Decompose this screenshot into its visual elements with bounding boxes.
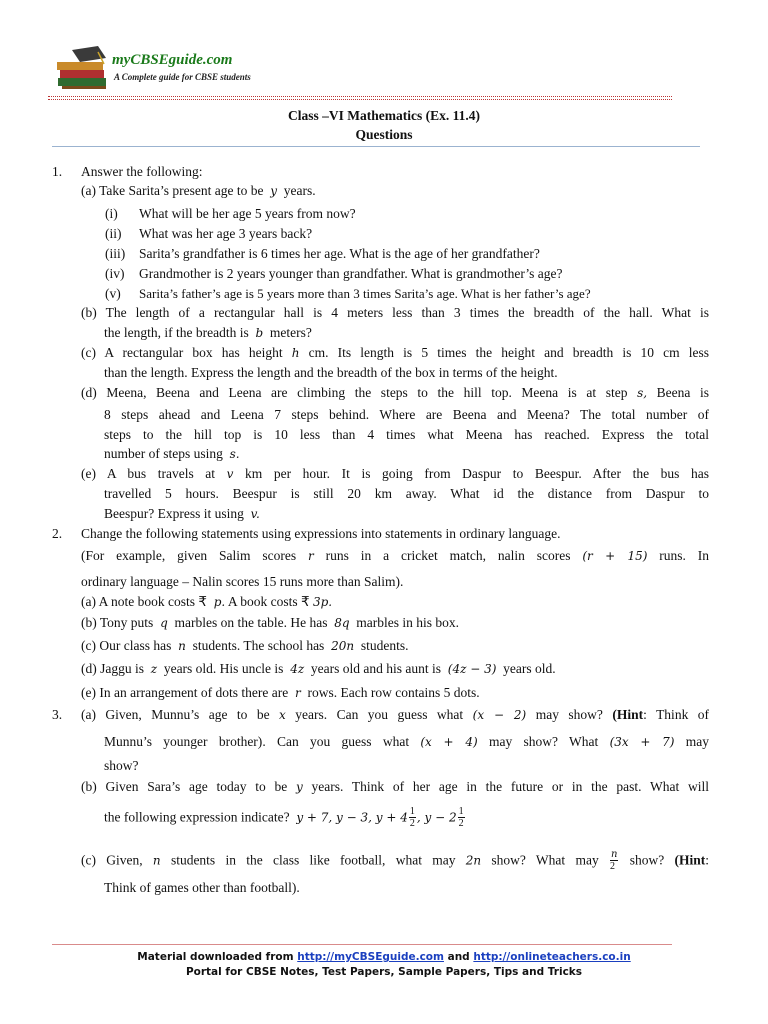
part-b-line: (b) Given Sara’s age today to be y years. Think of her age in the future or in the past. What will (81, 779, 710, 794)
part-a-line: (a) Given, Munnu’s age to be x years. Can you guess what (x − 2) may show? (Hint: Think of (81, 707, 710, 722)
subpart-label: (i) (105, 206, 118, 221)
part-a-intro: (a) Take Sarita’s present age to be y years. (81, 183, 316, 198)
page-subtitle: Questions (355, 127, 413, 142)
part-d-line: number of steps using s. (104, 446, 240, 461)
part-e-line: (e) In an arrangement of dots there are r rows. Each row contains 5 dots. (81, 685, 480, 700)
brand-name: myCBSEguide.com (112, 52, 233, 68)
subpart-text: Sarita’s father’s age is 5 years more than 3 times Sarita’s age. What is her father’s age? (139, 286, 591, 301)
part-c-line: Think of games other than football). (104, 880, 300, 895)
fraction-n-over-2: $\frac{n}{2}$ (609, 849, 618, 872)
part-a-line: (a) A note book costs ₹ p. A book costs ₹ 3p. (81, 594, 333, 609)
part-e-line: (e) A bus travels at v km per hour. It is going from Daspur to Beespur. After the bus has (81, 466, 710, 481)
part-d-line: (d) Meena, Beena and Leena are climbing the steps to the hill top. Meena is at step s, Beena is (81, 385, 710, 400)
fraction-one-half: $\frac{1}{2}$ (409, 806, 415, 829)
part-d-line: (d) Jaggu is z years old. His uncle is 4z years old and his aunt is (4z − 3) years old. (81, 661, 556, 676)
question-number: 1. (52, 164, 63, 179)
part-d-line: steps to the hill top is 10 less than 4 times what Meena has reached. Express the total (104, 427, 709, 442)
subpart-label: (v) (105, 286, 121, 301)
part-c-line: (c) Our class has n students. The school has 20n students. (81, 638, 409, 653)
subpart-text: What was her age 3 years back? (139, 226, 313, 241)
subpart-text: What will be her age 5 years from now? (139, 206, 356, 221)
footer-divider (52, 944, 672, 945)
part-b-line: (b) The length of a rectangular hall is 4 meters less than 3 times the breadth of the hall. What is (81, 305, 709, 320)
subpart-label: (iv) (105, 266, 125, 281)
part-e-line: travelled 5 hours. Beespur is still 20 km away. What id the distance from Daspur to (104, 486, 709, 501)
footer-source: Material downloaded from http://myCBSEguide.com and http://onlineteachers.co.in (137, 951, 631, 963)
part-e-line: Beespur? Express it using v. (104, 506, 260, 521)
subpart-text: Sarita’s grandfather is 6 times her age. What is the age of her grandfather? (139, 246, 540, 261)
part-b-line: (b) Tony puts q marbles on the table. He has 8q marbles in his box. (81, 615, 460, 630)
brand-tagline: A Complete guide for CBSE students (114, 72, 251, 82)
onlineteachers-link[interactable]: http://onlineteachers.co.in (473, 951, 631, 963)
question-stem: Answer the following: (81, 164, 203, 179)
part-a-line: show? (104, 758, 139, 773)
question-stem: Change the following statements using expressions into statements in ordinary language. (81, 526, 561, 541)
part-c-line: than the length. Express the length and the breadth of the box in terms of the height. (104, 365, 558, 380)
part-d-line: 8 steps ahead and Leena 7 steps behind. Where are Beena and Meena? The total number of (104, 407, 709, 422)
page-title: Class –VI Mathematics (Ex. 11.4) (288, 108, 480, 123)
part-b-line: the length, if the breadth is b meters? (104, 325, 312, 340)
subpart-text: Grandmother is 2 years younger than grandfather. What is grandmother’s age? (139, 266, 563, 281)
subpart-label: (ii) (105, 226, 122, 241)
mycbseguide-link[interactable]: http://myCBSEguide.com (297, 951, 444, 963)
footer-tagline: Portal for CBSE Notes, Test Papers, Sample Papers, Tips and Tricks (185, 966, 583, 978)
part-b-line: the following expression indicate? y + 7, y − 3, y + 4 $\frac{1}{2}$ , y − 2 $\frac{1}{2}$ (104, 806, 464, 829)
subpart-label: (iii) (105, 246, 126, 261)
part-c-line: (c) Given, n students in the class like football, what may 2n show? What may $\frac{n}{2}$ show? (Hint: (81, 849, 710, 872)
example-line: (For example, given Salim scores r runs in a cricket match, nalin scores (r + 15) runs. In (81, 548, 710, 563)
question-number: 2. (52, 526, 63, 541)
part-a-line: Munnu’s younger brother). Can you guess what (x + 4) may show? What (3x + 7) may (104, 734, 710, 749)
question-number: 3. (52, 707, 63, 722)
fraction-one-half: $\frac{1}{2}$ (458, 806, 464, 829)
example-line: ordinary language – Nalin scores 15 runs more than Salim). (81, 574, 404, 589)
part-c-line: (c) A rectangular box has height h cm. Its length is 5 times the height and breadth is 10 cm less (81, 345, 710, 360)
